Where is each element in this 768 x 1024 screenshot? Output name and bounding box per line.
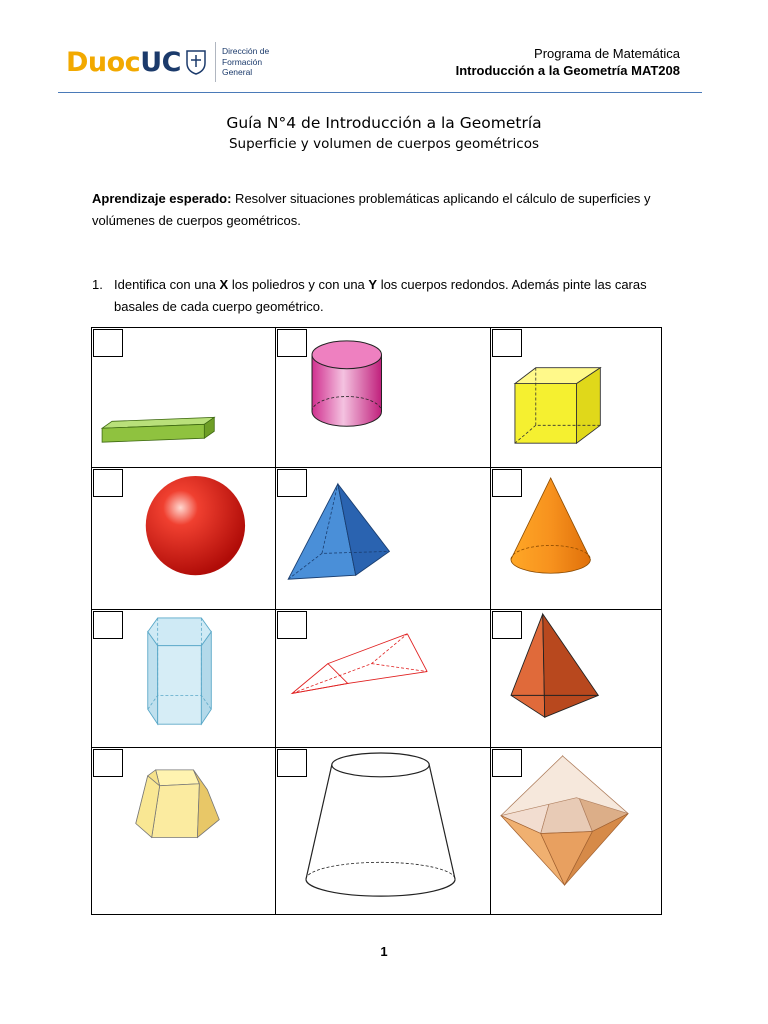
cell-cone bbox=[491, 468, 662, 610]
header-divider bbox=[58, 92, 702, 93]
page-subtitle: Superficie y volumen de cuerpos geométricos bbox=[228, 136, 540, 152]
octahedron-icon bbox=[491, 748, 661, 914]
page-number: 1 bbox=[380, 944, 388, 959]
cell-triangular-pyramid bbox=[491, 610, 662, 748]
cell-rectangular-prism bbox=[92, 328, 276, 468]
triangular-prism-icon bbox=[276, 610, 490, 747]
shapes-grid bbox=[91, 327, 662, 915]
cell-octahedron bbox=[491, 748, 662, 915]
frustum-cone-icon bbox=[276, 748, 490, 914]
page-title: Guía N°4 de Introducción a la Geometría bbox=[226, 114, 542, 132]
logo-divider bbox=[215, 42, 216, 82]
cell-cube bbox=[491, 328, 662, 468]
cell-hexagonal-prism bbox=[92, 610, 276, 748]
square-pyramid-icon bbox=[276, 468, 490, 609]
cone-icon bbox=[491, 468, 661, 609]
cell-square-pyramid bbox=[276, 468, 491, 610]
cell-frustum-pyramid bbox=[92, 748, 276, 915]
header-program-info bbox=[456, 45, 680, 79]
triangular-pyramid-icon bbox=[491, 610, 661, 747]
sphere-icon bbox=[92, 468, 275, 609]
cube-icon bbox=[491, 328, 661, 467]
cell-cylinder bbox=[276, 328, 491, 468]
logo-uc-text: UC bbox=[140, 46, 181, 78]
frustum-pyramid-icon bbox=[92, 748, 275, 914]
logo-subtitle: Dirección de Formación General bbox=[221, 46, 270, 78]
course-name: Introducción a la Geometría MAT208 bbox=[455, 63, 680, 78]
question-1 bbox=[92, 274, 692, 318]
cell-triangular-prism bbox=[276, 610, 491, 748]
question-number: 1. bbox=[92, 277, 103, 292]
cell-frustum-cone bbox=[276, 748, 491, 915]
rectangular-prism-icon bbox=[92, 328, 275, 467]
program-name: Programa de Matemática bbox=[534, 46, 680, 61]
question-text: Identifica con una X los poliedros y con una Y los cuerpos redondos. Además pinte las caras basales de cada cuerpo geométrico. bbox=[114, 277, 647, 314]
uc-seal-icon bbox=[185, 49, 207, 75]
learning-objective bbox=[92, 188, 682, 232]
cylinder-icon bbox=[276, 328, 490, 467]
learning-objective-label: Aprendizaje esperado: bbox=[92, 191, 232, 206]
duocuc-logo bbox=[66, 42, 269, 82]
logo-duoc-text: Duoc bbox=[66, 46, 141, 78]
cell-sphere bbox=[92, 468, 276, 610]
learning-objective-text: Resolver situaciones problemáticas aplicando el cálculo de superficies y volúmenes de cuerpos geométricos. bbox=[92, 191, 651, 228]
hexagonal-prism-icon bbox=[92, 610, 275, 747]
